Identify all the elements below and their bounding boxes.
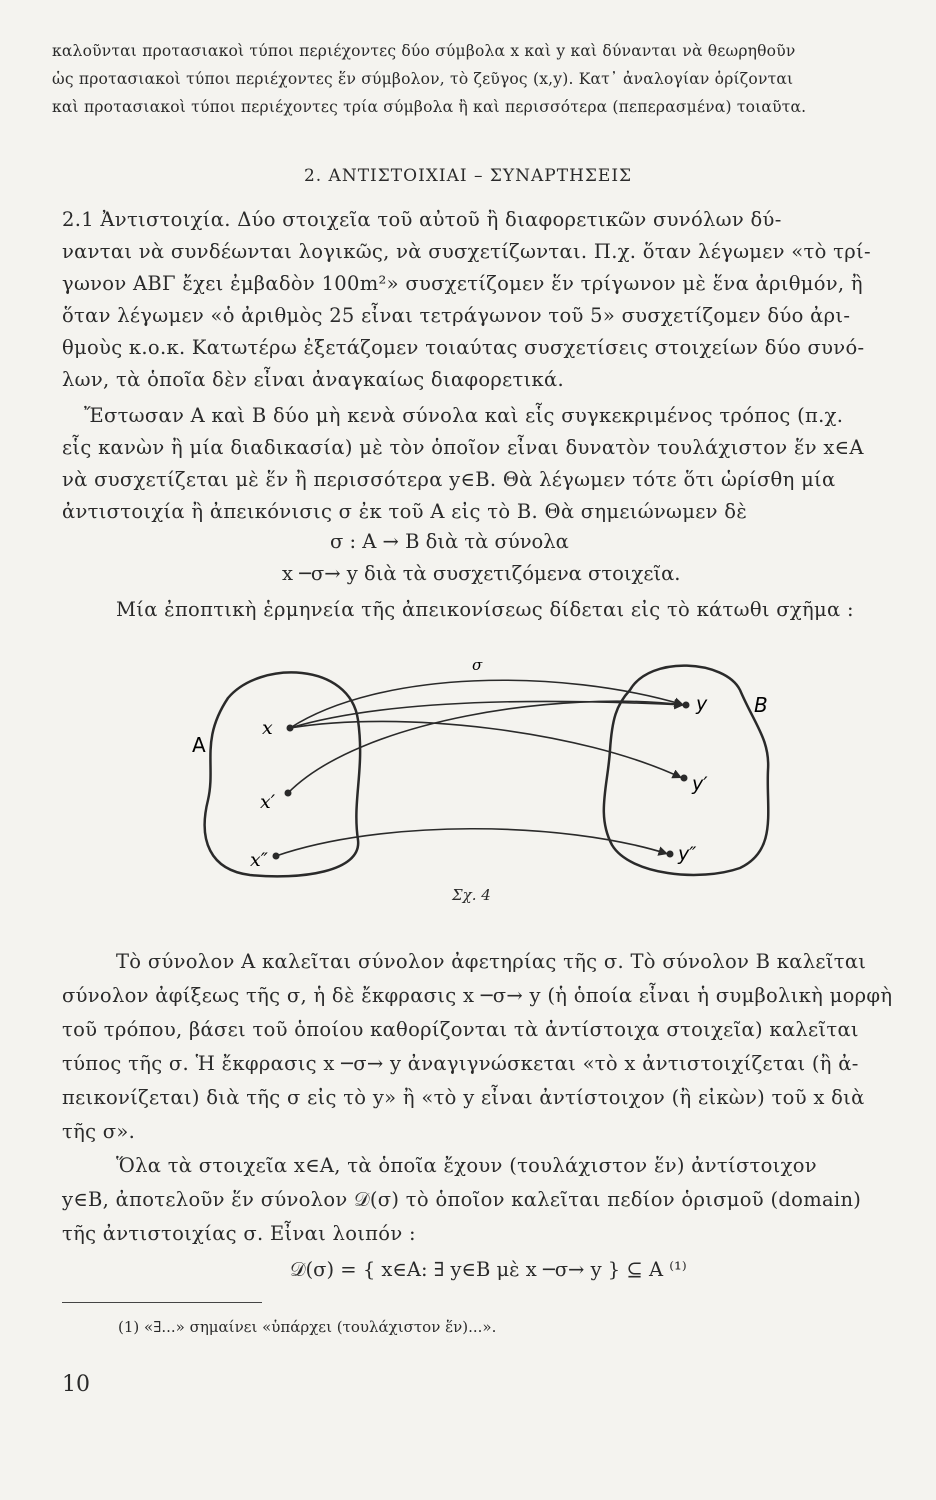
text-line: ὅταν λέγωμεν «ὁ ἀριθμὸς 25 εἶναι τετράγωνον τοῦ 5» συσχετίζομεν δύο ἀρι- [62,304,851,327]
text-line: τῆς ἀντιστοιχίας σ. Εἶναι λοιπόν : [62,1222,416,1245]
label-set-a: A [192,733,206,757]
text-line: Τὸ σύνολον Α καλεῖται σύνολον ἀφετηρίας τῆς σ. Τὸ σύνολον Β καλεῖται [116,950,867,973]
text-line: τύπος τῆς σ. Ἡ ἔκφρασις x ─σ→ y ἀναγιγνώσκεται «τὸ x ἀντιστοιχίζεται (ἢ ἀ- [62,1052,859,1075]
text-line: σύνολον ἀφίξεως τῆς σ, ἡ δὲ ἔκφρασις x ─σ→ y (ἡ ὁποία εἶναι ἡ συμβολικὴ μορφὴ [62,984,893,1007]
text-line: πεικονίζεται) διὰ τῆς σ εἰς τὸ y» ἢ «τὸ y εἶναι ἀντίστοιχον (ἢ εἰκὼν) τοῦ x διὰ [62,1086,865,1109]
text-line: y∈B, ἀποτελοῦν ἕν σύνολον 𝒟(σ) τὸ ὁποῖον καλεῖται πεδίον ὁρισμοῦ (domain) [62,1188,862,1211]
label-y-double-prime: y″ [678,843,697,865]
label-y: y [696,693,708,715]
label-x-double-prime: x″ [250,849,268,871]
text-line: νανται νὰ συνδέωνται λογικῶς, νὰ συσχετίζωνται. Π.χ. ὅταν λέγωμεν «τὸ τρί- [62,240,871,263]
formula-elements: x ─σ→ y διὰ τὰ συσχετιζόμενα στοιχεῖα. [282,562,681,585]
page-number: 10 [62,1372,90,1397]
text-line: καλοῦνται προτασιακοὶ τύποι περιέχοντες δύο σύμβολα x καὶ y καὶ δύνανται νὰ θεωρηθοῦν [52,42,796,60]
label-x: x [262,717,273,739]
section-title: 2. ΑΝΤΙΣΤΟΙΧΙΑΙ – ΣΥΝΑΡΤΗΣΕΙΣ [303,166,633,186]
set-a-outline [205,672,360,876]
label-x-prime: x′ [260,791,276,813]
text-line: νὰ συσχετίζεται μὲ ἕν ἢ περισσότερα y∈B. Θὰ λέγωμεν τότε ὅτι ὡρίσθη μία [62,468,836,491]
text-line: λων, τὰ ὁποῖα δὲν εἶναι ἀναγκαίως διαφορετικά. [62,368,565,391]
text-line: εἷς κανὼν ἢ μία διαδικασία) μὲ τὸν ὁποῖον εἶναι δυνατὸν τουλάχιστον ἕν x∈A [62,436,864,459]
label-sigma: σ [472,656,483,674]
text-line: θμοὺς κ.ο.κ. Κατωτέρω ἐξετάζομεν τοιαύτας συσχετίσεις στοιχείων δύο συνό- [62,336,865,359]
text-line: γωνον ΑΒΓ ἔχει ἐμβαδὸν 100m²» συσχετίζομεν ἕν τρίγωνον μὲ ἕνα ἀριθμόν, ἢ [62,272,863,295]
text-line: Ὅλα τὰ στοιχεῖα x∈A, τὰ ὁποῖα ἔχουν (τουλάχιστον ἕν) ἀντίστοιχον [116,1154,817,1177]
text-line: 2.1 Ἀντιστοιχία. Δύο στοιχεῖα τοῦ αὐτοῦ ἢ διαφορετικῶν συνόλων δύ- [62,208,782,231]
text-line: ὡς προτασιακοὶ τύποι περιέχοντες ἕν σύμβολον, τὸ ζεῦγος (x,y). Κατ᾽ ἀναλογίαν ὁρίζονται [52,70,794,88]
formula-domain: 𝒟(σ) = { x∈A: ∃ y∈B μὲ x ─σ→ y } ⊆ A ⁽¹⁾ [290,1258,687,1281]
text-line: ἀντιστοιχία ἢ ἀπεικόνισις σ ἐκ τοῦ Α εἰς τὸ Β. Θὰ σημειώνωμεν δὲ [62,500,748,523]
text-line: τοῦ τρόπου, βάσει τοῦ ὁποίου καθορίζονται τὰ ἀντίστοιχα στοιχεῖα) καλεῖται [62,1018,859,1041]
arrow-x-double-prime-to-y-double-prime [276,829,668,856]
arrow-x-to-y-b [290,701,684,728]
mapping-diagram [180,650,800,880]
arrow-x-to-y-prime [290,721,682,778]
footnote: (1) «∃...» σημαίνει «ὑπάρχει (τουλάχιστον ἕν)...». [118,1318,497,1336]
footnote-rule [62,1302,262,1303]
text-line: Ἔστωσαν Α καὶ Β δύο μὴ κενὰ σύνολα καὶ εἷς συγκεκριμένος τρόπος (π.χ. [84,404,844,427]
text-line: τῆς σ». [62,1120,136,1143]
text-line: Μία ἐποπτικὴ ἑρμηνεία τῆς ἀπεικονίσεως δίδεται εἰς τὸ κάτωθι σχῆμα : [116,598,854,621]
formula-map: σ : A → B διὰ τὰ σύνολα [330,530,569,553]
text-line: καὶ προτασιακοὶ τύποι περιέχοντες τρία σύμβολα ἢ καὶ περισσότερα (πεπερασμένα) τοιαῦτα. [52,98,807,116]
arrow-x-to-y [290,680,684,728]
label-y-prime: y′ [692,773,708,795]
figure-caption: Σχ. 4 [452,886,491,904]
label-set-b: B [754,693,768,717]
